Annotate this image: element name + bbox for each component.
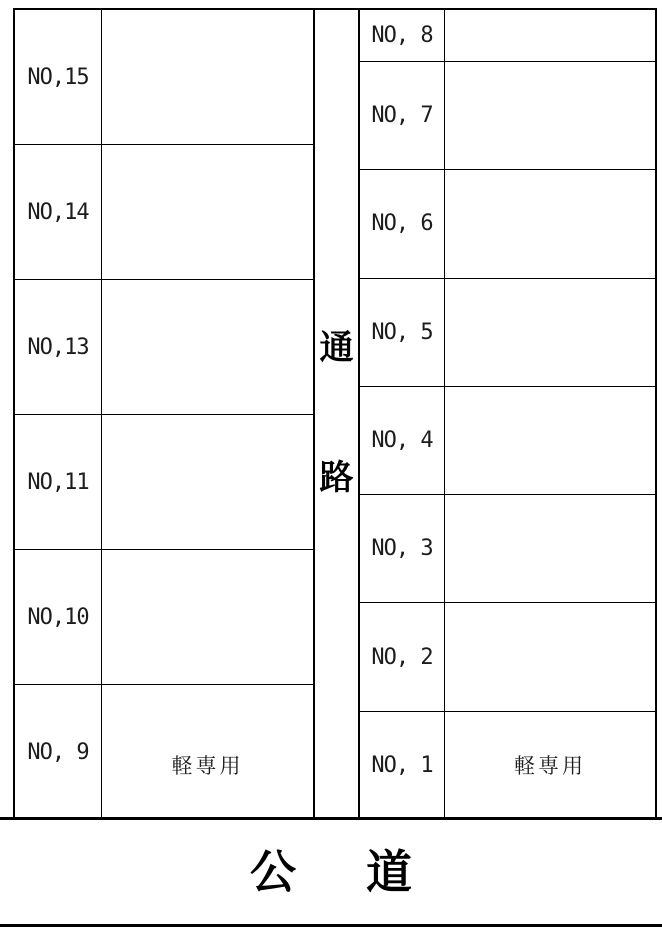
road-boundary-line xyxy=(0,924,662,927)
table-row xyxy=(360,603,655,711)
left-parking-table xyxy=(13,8,315,819)
table-row xyxy=(15,415,313,550)
table-row xyxy=(360,279,655,387)
aisle-label-char: 路 xyxy=(319,458,354,498)
right-parking-table xyxy=(358,8,657,819)
space-note xyxy=(445,495,655,602)
space-number-label: NO,14 xyxy=(15,145,102,279)
table-row xyxy=(360,387,655,495)
space-note xyxy=(102,415,313,549)
space-note xyxy=(102,10,313,144)
space-note xyxy=(445,62,655,169)
space-number-label: NO, 5 xyxy=(360,279,445,386)
table-row xyxy=(360,62,655,170)
space-number-label: NO,10 xyxy=(15,550,102,684)
road-label-char: 公 xyxy=(250,845,296,899)
space-number-label: NO, 1 xyxy=(360,712,445,819)
table-row xyxy=(15,10,313,145)
space-number-label: NO, 2 xyxy=(360,603,445,710)
space-note xyxy=(102,550,313,684)
space-number-label: NO, 9 xyxy=(15,685,102,819)
space-number-label: NO,13 xyxy=(15,280,102,414)
space-number-label: NO, 6 xyxy=(360,170,445,277)
public-road-label xyxy=(0,820,662,924)
table-row xyxy=(360,170,655,278)
space-note xyxy=(445,170,655,277)
space-note xyxy=(102,280,313,414)
table-row xyxy=(15,550,313,685)
table-row xyxy=(360,495,655,603)
space-number-label: NO, 3 xyxy=(360,495,445,602)
space-number-label: NO, 7 xyxy=(360,62,445,169)
space-note xyxy=(445,387,655,494)
space-note xyxy=(445,603,655,710)
table-row xyxy=(15,145,313,280)
table-row xyxy=(15,685,313,819)
table-row xyxy=(360,10,655,62)
space-number-label: NO, 8 xyxy=(360,10,445,61)
space-note xyxy=(102,145,313,279)
aisle-column xyxy=(315,8,358,819)
space-note xyxy=(445,279,655,386)
space-number-label: NO,11 xyxy=(15,415,102,549)
space-number-label: NO, 4 xyxy=(360,387,445,494)
space-note xyxy=(445,10,655,61)
aisle-label-char: 通 xyxy=(319,328,354,368)
space-note: 軽専用 xyxy=(514,754,586,779)
space-note: 軽専用 xyxy=(171,754,244,778)
space-number-label: NO,15 xyxy=(15,10,102,144)
table-row xyxy=(360,712,655,819)
table-row xyxy=(15,280,313,415)
road-label-char: 道 xyxy=(366,845,412,899)
